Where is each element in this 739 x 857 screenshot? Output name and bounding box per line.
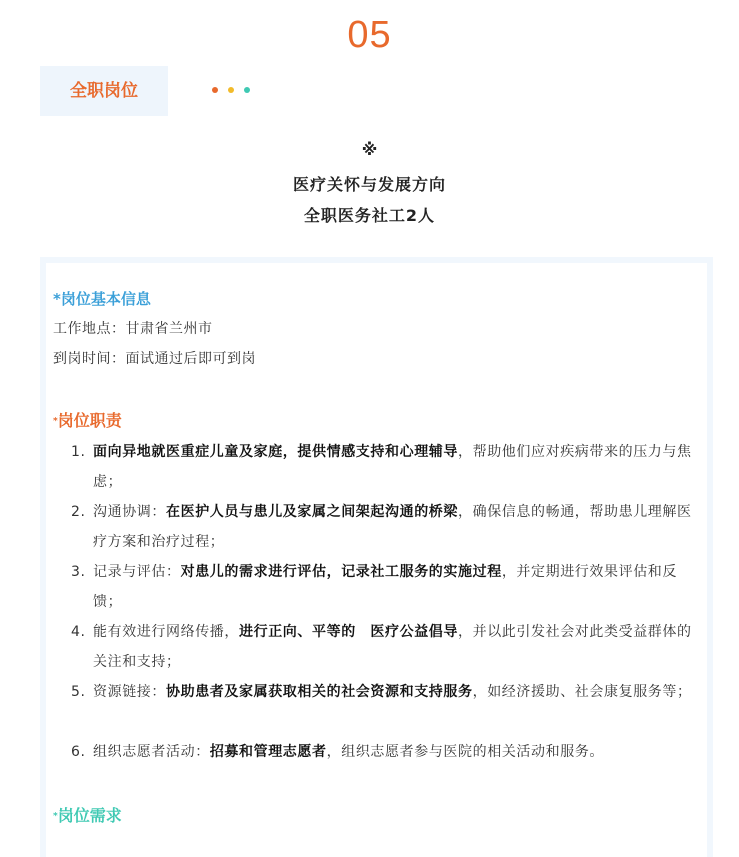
requirements-heading-text: 岗位需求: [57, 806, 122, 825]
duty-post: ，组织志愿者参与医院的相关活动和服务。: [326, 744, 605, 760]
job-type-tag: 全职岗位: [40, 66, 168, 116]
duty-pre: 资源链接：: [93, 684, 166, 700]
duty-item: [71, 617, 704, 677]
duty-bold: 面向异地就医重症儿童及家庭，提供情感支持和心理辅导: [93, 444, 458, 460]
duty-number: 4.: [71, 624, 86, 640]
orange-dot: [212, 87, 218, 93]
start-time: 到岗时间：面试通过后即可到岗: [53, 351, 256, 367]
duty-post: ，确保信息的畅通，帮助患儿理解医疗方案和治疗过程；: [93, 504, 692, 550]
duties-heading: [53, 408, 122, 431]
duty-post: ，帮助他们应对疾病带来的压力与焦虑；: [93, 444, 692, 490]
duty-number: 1.: [71, 444, 86, 460]
duty-item: [71, 677, 704, 707]
duty-bold: 招募和管理志愿者: [209, 744, 327, 760]
work-location: 工作地点：甘肃省兰州市: [53, 321, 213, 337]
duty-pre: 沟通协调：: [93, 504, 166, 520]
duty-post: ，并定期进行效果评估和反馈；: [93, 564, 678, 610]
duty-pre: 能有效进行网络传播，: [93, 624, 239, 640]
position-title: 全职医务社工2人: [303, 206, 436, 225]
duties-heading-text: 岗位职责: [57, 411, 122, 430]
duty-bold: 协助患者及家属获取相关的社会资源和支持服务: [166, 684, 473, 700]
requirements-heading: [53, 803, 122, 826]
duty-post: ，如经济援助、社会康复服务等；: [472, 684, 692, 700]
duty-item: [71, 557, 704, 617]
duty-number: 6.: [71, 744, 86, 760]
duty-item: [71, 497, 704, 557]
duty-item: [71, 737, 704, 767]
duty-pre: 记录与评估：: [93, 564, 181, 580]
duties-star: *: [53, 416, 58, 427]
duty-pre: 组织志愿者活动：: [93, 744, 210, 760]
duty-bold: 在医护人员与患儿及家属之间架起沟通的桥梁: [166, 504, 458, 520]
duty-number: 2.: [71, 504, 86, 520]
duty-number: 3.: [71, 564, 86, 580]
section-number: 05: [347, 14, 392, 56]
teal-dot: [244, 87, 250, 93]
duty-bold: 进行正向、平等的 医疗公益倡导: [239, 624, 458, 640]
duty-post: ，并以此引发社会对此类受益群体的关注和支持；: [93, 624, 692, 670]
duty-item: [71, 437, 704, 497]
requirements-star: *: [53, 811, 58, 822]
yellow-dot: [228, 87, 234, 93]
basic-info-heading: *岗位基本信息: [53, 290, 151, 308]
duty-bold: 对患儿的需求进行评估，记录社工服务的实施过程: [180, 564, 502, 580]
reference-symbol: ※: [361, 140, 378, 159]
direction-title: 医疗关怀与发展方向: [292, 175, 446, 194]
duty-number: 5.: [71, 684, 86, 700]
